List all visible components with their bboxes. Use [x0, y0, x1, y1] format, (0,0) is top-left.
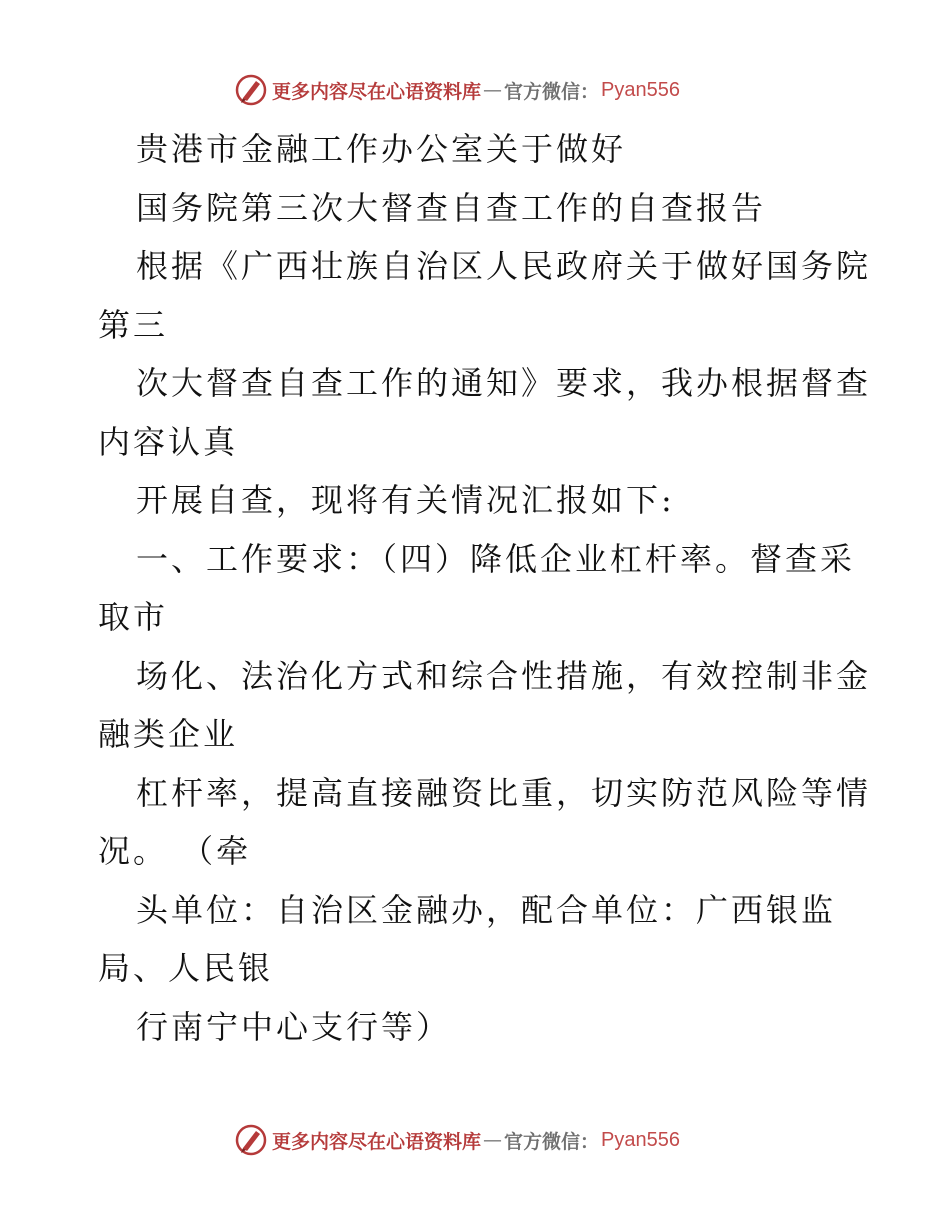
doc-line: 局、人民银 [98, 949, 274, 987]
watermark-text: 更多内容尽在心语资料库 [272, 1130, 482, 1153]
pen-logo-icon [234, 73, 268, 107]
doc-line: 场化、法治化方式和综合性措施，有效控制非金 [136, 656, 872, 695]
watermark-wechat-id: Pyan556 [601, 78, 680, 101]
doc-line: 根据《广西壮族自治区人民政府关于做好国务院 [136, 247, 872, 285]
watermark-text: 更多内容尽在心语资料库 [272, 80, 482, 103]
doc-line: 次大督查自查工作的通知》要求，我办根据督查 [136, 364, 872, 402]
doc-line: 国务院第三次大督查自查工作的自查报告 [136, 188, 767, 227]
header-watermark [234, 72, 680, 108]
pen-logo-icon [234, 1123, 268, 1157]
doc-line: 内容认真 [98, 422, 239, 461]
watermark-official-label: 官方微信： [504, 80, 600, 103]
watermark-wechat-id: Pyan556 [601, 1128, 680, 1151]
doc-line: 第三 [98, 305, 169, 344]
doc-line: 开展自查，现将有关情况汇报如下: [136, 481, 675, 519]
doc-line: 行南宁中心支行等） [136, 1007, 452, 1046]
watermark-dash: — [483, 1129, 503, 1151]
footer-watermark [234, 1122, 680, 1158]
watermark-dash: — [483, 79, 503, 101]
doc-line: 融类企业 [98, 715, 239, 753]
watermark-official-label: 官方微信： [504, 1130, 600, 1153]
doc-line: 况。 （牵 [98, 832, 252, 870]
doc-line: 取市 [98, 598, 169, 636]
doc-line: 杠杆率，提高直接融资比重，切实防范风险等情 [136, 773, 872, 812]
document-body [98, 120, 872, 1056]
doc-line: 贵港市金融工作办公室关于做好 [136, 130, 627, 168]
doc-line: 头单位：自治区金融办，配合单位：广西银监 [136, 890, 837, 929]
doc-line: 一、工作要求：（四）降低企业杠杆率。督查采 [136, 539, 856, 578]
